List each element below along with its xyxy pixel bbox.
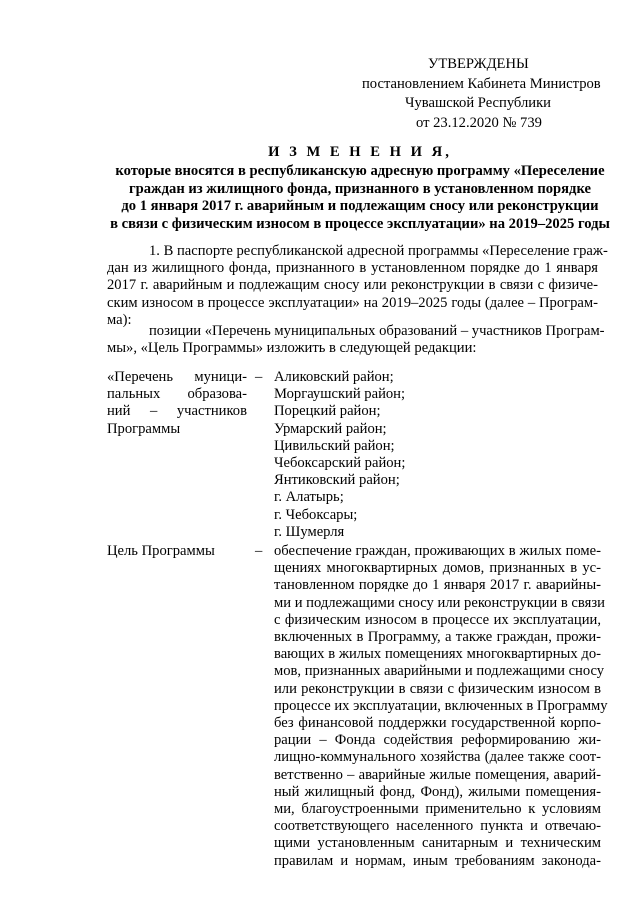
value-line: включенных в Программу, а также граждан, прожи- <box>274 629 601 646</box>
list-item: Моргаушский район; <box>274 386 406 403</box>
list-item: Цивильский район; <box>274 437 395 454</box>
value-line: лищно-коммунального хозяйства (далее также соот- <box>274 749 601 766</box>
value-line: тановленном порядке до 1 января 2017 г. аварийны- <box>274 577 601 594</box>
approval-date: от 23.12.2020 № 739 <box>416 114 542 131</box>
label-line: ний – участников <box>107 403 247 420</box>
value-line: вающих в жилых помещениях многоквартирных до- <box>274 646 601 663</box>
value-line: соответствующего населенного пункта и отвечаю- <box>274 818 601 835</box>
document-title <box>80 144 640 233</box>
paragraph-2 <box>107 323 605 357</box>
row-label <box>107 369 247 438</box>
value-line: правилам и нормам, иным требованиям законода- <box>274 852 601 869</box>
value-line: с физическим износом в процессе их эксплуатации, <box>274 611 601 628</box>
title-line: граждан из жилищного фонда, признанного в установленном порядке <box>129 180 591 197</box>
list-item: г. Алатырь; <box>274 489 344 506</box>
paragraph-1 <box>107 243 608 329</box>
label-line: Цель Программы <box>107 543 215 559</box>
list-item: Аликовский район; <box>274 369 394 385</box>
paragraph-line: дан из жилищного фонда, признанного в установленном порядке до 1 января <box>107 260 598 277</box>
list-item: г. Шумерля <box>274 523 345 540</box>
value-line: щими установленным санитарным и техническим <box>274 835 601 852</box>
title-line: до 1 января 2017 г. аварийным и подлежащим сносу или реконструкции <box>121 198 599 215</box>
list-item: Порецкий район; <box>274 403 381 420</box>
paragraph-line: позиции «Перечень муниципальных образований – участников Програм- <box>149 323 605 339</box>
value-line: процессе их эксплуатации, включенных в Программу <box>274 697 608 714</box>
value-line: без финансовой поддержки государственной корпо- <box>274 715 601 732</box>
list-item: Янтиковский район; <box>274 472 400 489</box>
value-line: обеспечение граждан, проживающих в жилых поме- <box>274 543 601 559</box>
approval-title: УТВЕРЖДЕНЫ <box>428 56 529 72</box>
value-line: ный жилищный фонд, Фонд), жилыми помещения- <box>274 783 601 800</box>
title-line: которые вносятся в республиканскую адресную программу «Переселение <box>115 163 605 180</box>
row-dash: – <box>255 543 263 559</box>
paragraph-line: ма): <box>107 311 132 328</box>
document-heading: И З М Е Н Е Н И Я, <box>268 144 452 160</box>
title-line: в связи с физическим износом в процессе эксплуатации» на 2019–2025 годы <box>110 215 610 232</box>
paragraph-line: 1. В паспорте республиканской адресной программы «Переселение граж- <box>149 243 608 259</box>
approval-stamp <box>362 55 612 133</box>
value-line: ветственно – аварийные жилые помещения, аварий- <box>274 766 601 783</box>
list-item: Урмарский район; <box>274 420 387 437</box>
value-line: ми и подлежащими сносу или реконструкции в связи <box>274 594 605 611</box>
row-value <box>274 543 640 870</box>
value-line: ми, благоустроенными применительно к условиям <box>274 801 601 818</box>
value-line: или реконструкции в связи с физическим износом в <box>274 680 601 697</box>
value-line: мов, признанных аварийными и подлежащими сносу <box>274 663 605 680</box>
label-line: Программы <box>107 420 181 437</box>
value-line: щениях многоквартирных домов, признанных в ус- <box>274 560 601 577</box>
paragraph-line: ским износом в процессе эксплуатации» на 2019–2025 годы (далее – Програм- <box>107 294 598 311</box>
paragraph-line: 2017 г. аварийным и подлежащим сносу или реконструкции в связи с физиче- <box>107 277 598 294</box>
value-line: рации – Фонда содействия реформированию жи- <box>274 732 601 749</box>
list-item: г. Чебоксары; <box>274 506 358 523</box>
approval-line: Чувашской Республики <box>405 95 551 111</box>
row-label <box>107 543 247 560</box>
label-line: «Перечень муници- <box>107 369 247 385</box>
label-line: пальных образова- <box>107 386 247 403</box>
approval-line: постановлением Кабинета Министров <box>362 75 601 92</box>
paragraph-line: мы», «Цель Программы» изложить в следующей редакции: <box>107 340 477 357</box>
row-dash: – <box>255 369 263 385</box>
row-value <box>274 369 640 541</box>
list-item: Чебоксарский район; <box>274 455 406 472</box>
